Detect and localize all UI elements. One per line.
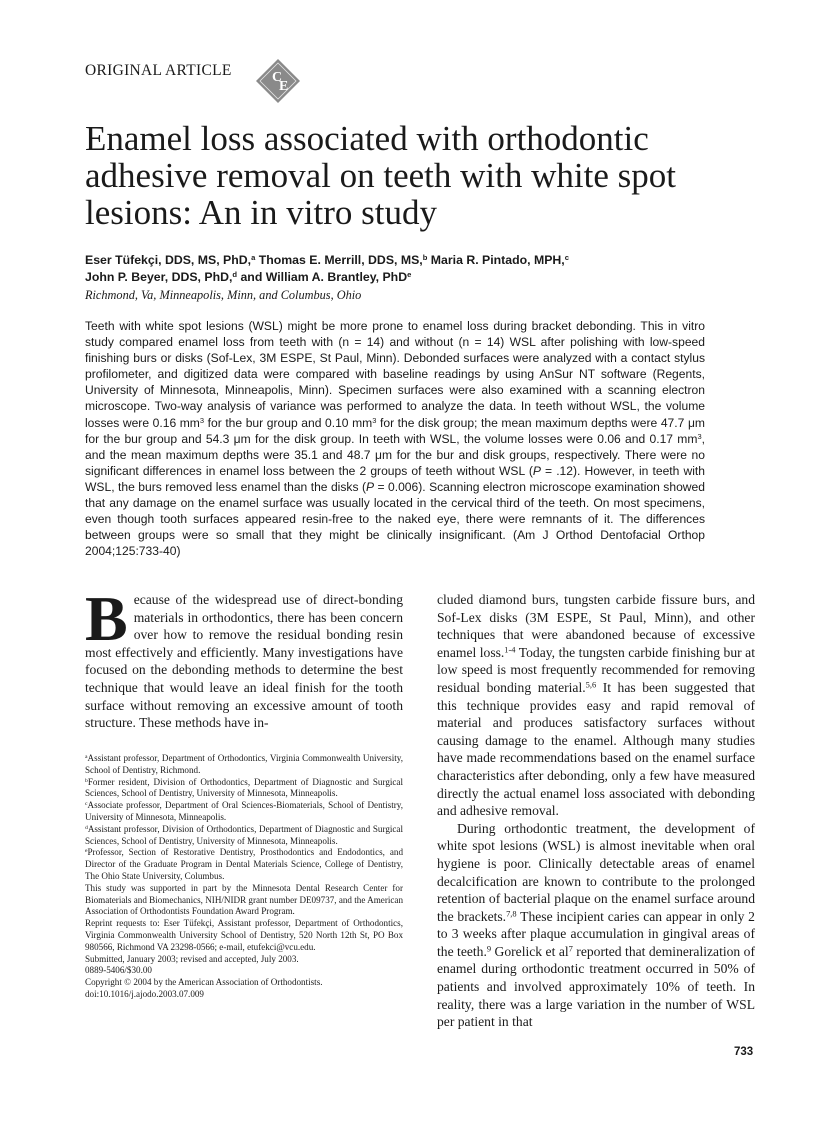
- footnote: [85, 824, 403, 848]
- footnote-marker: e: [85, 848, 88, 855]
- author-sup: d: [232, 269, 238, 279]
- abstract-segment: , and the mean maximum depths were 35.1 and 48.7 μm for the bur and disk groups, respectively. There were no significant differences in enamel loss between the 2 groups of teeth without WSL (: [85, 431, 705, 478]
- p-value-symbol: P: [532, 463, 541, 478]
- footnote: [85, 954, 403, 966]
- body-text: These incipient caries can appear in only 2 to 3 weeks after plaque accumulation in gingival areas of the teeth.: [437, 908, 755, 959]
- abstract: [85, 318, 705, 559]
- footnote-text: Assistant professor, Department of Orthodontics, Virginia Commonwealth University, School of Dentistry, Richmond.: [85, 753, 403, 775]
- body-column-right: [437, 591, 755, 1031]
- author-sup: e: [407, 269, 412, 279]
- footnote-text: Former resident, Division of Orthodontics, Department of Diagnostic and Surgical Sciences, School of Dentistry, University of Minnesota, Minneapolis.: [85, 776, 403, 799]
- footnote: [85, 753, 403, 777]
- author-sup: a: [251, 252, 256, 262]
- intro-text: ecause of the widespread use of direct-bonding materials in orthodontics, there has been concern over how to remove the residual bonding resin most effectively and efficiently. Many investigations have focused on the debonding methods to determine the best technique that would leave an ideal finish for the tooth surface without removing an excessive amount of tooth structure. These methods have in-: [85, 592, 403, 731]
- body-column-left: [85, 583, 403, 732]
- footnote-text: Associate professor, Department of Oral Sciences-Biomaterials, School of Dentistry, University of Minnesota, Minneapolis.: [85, 800, 403, 822]
- footnote: [85, 847, 403, 882]
- citation-ref: 5,6: [585, 679, 597, 690]
- section-label: ORIGINAL ARTICLE: [85, 62, 232, 79]
- body-text: reported that demineralization of enamel during orthodontic treatment occurred in 50% of patients and involved approximately 10% of teeth. In reality, there was a large variation in the number of WSL per patient in that: [437, 943, 755, 1030]
- body-text: cluded diamond burs, tungsten carbide fissure burs, and Sof-Lex disks (3M ESPE, St Paul, Minn), and other techniques that were abandoned because of excessive enamel loss.: [437, 592, 755, 660]
- footnotes: [85, 753, 403, 1001]
- intro-paragraph: [85, 583, 403, 732]
- superscript: 3: [697, 431, 702, 441]
- footnote-text: Professor, Section of Restorative Dentistry, Prosthodontics and Endodontics, and Director of the Graduate Program in Dental Materials Science, College of Dentistry, The Ohio State University, Columbus.: [85, 847, 403, 881]
- author-name: John P. Beyer, DDS, PhD,: [85, 270, 233, 284]
- svg-text:C: C: [272, 70, 283, 85]
- page-number: 733: [734, 1046, 754, 1058]
- author-name: Eser Tüfekçi, DDS, MS, PhD,: [85, 253, 252, 267]
- footnote-marker: c: [85, 801, 88, 808]
- footnote-text: Reprint requests to: Eser Tüfekçi, Assistant professor, Department of Orthodontics, Virginia Commonwealth University School of Dentistry, 520 North 12th St, PO Box 980566, Richmond VA 23298-0566; e-mail, etufekci@vcu.edu.: [85, 918, 403, 952]
- body-paragraph: [437, 591, 755, 820]
- author-line-1: [85, 252, 765, 269]
- author-sup: c: [564, 252, 569, 262]
- affiliation: Richmond, Va, Minneapolis, Minn, and Columbus, Ohio: [85, 288, 362, 302]
- author-line-2: [85, 269, 765, 286]
- citation-ref: 1-4: [504, 644, 516, 655]
- citation-ref: 9: [486, 943, 492, 954]
- footnote: [85, 777, 403, 801]
- ce-badge-icon: [254, 57, 302, 105]
- author-list: [85, 252, 765, 286]
- author-name: Thomas E. Merrill, DDS, MS,: [258, 253, 423, 267]
- svg-text:E: E: [279, 79, 289, 94]
- footnote: [85, 883, 403, 918]
- author-name: and William A. Brantley, PhD: [240, 270, 408, 284]
- footnote: [85, 965, 403, 977]
- abstract-segment: for the bur group and 0.10 mm: [204, 415, 373, 430]
- footnote: [85, 977, 403, 989]
- abstract-text: [85, 318, 705, 559]
- abstract-segment: Teeth with white spot lesions (WSL) might be more prone to enamel loss during bracket debonding. This in vitro study compared enamel loss from teeth with (n = 14) and without (n = 14) WSL after polishing with low-speed finishing burs or disks (Sof-Lex, 3M ESPE, St Paul, Minn). Debonded surfaces were analyzed with a contact stylus profilometer, and digitized data were compared with baseline readings by using AnSur NT software (Regents, University of Minnesota, Minneapolis, Minn). Specimen surfaces were also examined with a scanning electron microscope. Two-way analysis of variance was performed to analyze the data. In teeth without WSL, the volume losses were 0.16 mm: [85, 319, 705, 430]
- p-value-symbol: P: [365, 479, 375, 494]
- footnote-marker: b: [85, 777, 88, 784]
- footnote-text: doi:10.1016/j.ajodo.2003.07.009: [85, 988, 204, 999]
- footnote-text: This study was supported in part by the Minnesota Dental Research Center for Biomaterials and Biomechanics, NIH/NIDR grant number DE09737, and the American Association of Orthodontists Foundation Award Program.: [85, 882, 403, 917]
- footnote: [85, 918, 403, 953]
- article-title: Enamel loss associated with orthodontic adhesive removal on teeth with white spot lesions: An in vitro study: [85, 119, 676, 232]
- superscript: 3: [372, 415, 377, 425]
- footnote: [85, 800, 403, 824]
- footnote-text: Submitted, January 2003; revised and accepted, July 2003.: [85, 953, 299, 964]
- body-text: Gorelick et al: [491, 943, 569, 959]
- citation-ref: 7,8: [506, 908, 517, 919]
- body-text: During orthodontic treatment, the development of white spot lesions (WSL) is almost inevitable when oral hygiene is poor. Clinically detectable areas of enamel decalcification are known to contribute to the prolonged retention of bacterial plaque on the enamel surface around the brackets.: [437, 820, 755, 924]
- footnote: [85, 989, 403, 1001]
- footnote-marker: a: [85, 753, 88, 760]
- citation-ref: 7: [568, 943, 573, 954]
- body-paragraph: [437, 820, 755, 1031]
- abstract-segment: for the disk group; the mean maximum depths were 47.7 μm for the bur group and 54.3 μm for the disk group. In teeth with WSL, the volume losses were 0.06 and 0.17 mm: [85, 415, 705, 446]
- author-sup: b: [422, 252, 428, 262]
- abstract-segment: = .12). However, in teeth with WSL, the burs removed less enamel than the disks (: [85, 463, 705, 494]
- footnote-marker: d: [85, 824, 88, 831]
- abstract-segment: = 0.006). Scanning electron microscope examination showed that any damage on the enamel surface was usually located in the cervical third of the teeth. On most specimens, even though tooth surfaces appeared resin-free to the naked eye, there were remnants of it. The differences between groups were so small that they might be clinically insignificant. (Am J Orthod Dentofacial Orthop 2004;125:733-40): [85, 479, 705, 559]
- superscript: 3: [199, 415, 205, 425]
- footnote-text: 0889-5406/$30.00: [85, 965, 152, 976]
- footnote-text: Assistant professor, Division of Orthodontics, Department of Diagnostic and Surgical Sciences, School of Dentistry, University of Minnesota, Minneapolis.: [85, 823, 403, 846]
- body-text: Today, the tungsten carbide finishing bur at low speed is most frequently recommended for removing residual bonding material.: [437, 644, 755, 695]
- drop-cap: B: [85, 583, 128, 654]
- footnote-text: Copyright © 2004 by the American Association of Orthodontists.: [85, 977, 323, 988]
- author-name: Maria R. Pintado, MPH,: [430, 253, 565, 267]
- body-text: It has been suggested that this technique provides easy and rapid removal of material and produces satisfactory surfaces without causing damage to the enamel. Although many studies have made recommendations based on the enamel surface characteristics after debonding, only a few have measured directly the actual enamel loss associated with debonding and adhesive removal.: [437, 679, 755, 819]
